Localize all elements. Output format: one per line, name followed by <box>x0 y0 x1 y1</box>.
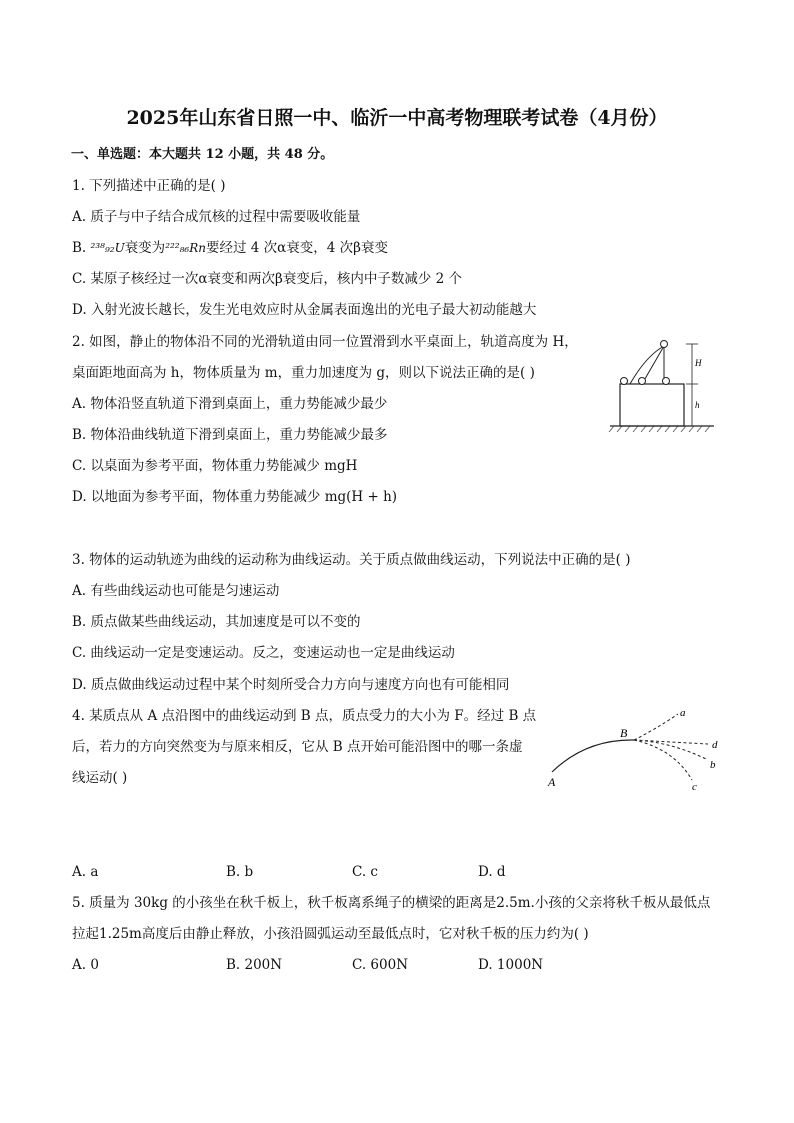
q4-fig-label-b: b <box>710 759 716 771</box>
q4-option-b: B. b <box>226 864 254 880</box>
q5-option-c: C. 600N <box>352 957 409 973</box>
q2-option-b: B. 物体沿曲线轨道下滑到桌面上，重力势能减少最多 <box>72 427 388 443</box>
q3-option-b: B. 质点做某些曲线运动，其加速度是可以不变的 <box>72 614 361 630</box>
q4-fig-label-A: A <box>548 775 556 789</box>
q4-option-d: D. d <box>478 864 506 880</box>
q2-track-figure <box>606 338 726 438</box>
q5-stem-line2: 拉起1.25m高度后由静止释放，小孩沿圆弧运动至最低点时，它对秋千板的压力约为( ) <box>72 926 589 942</box>
q3-option-d: D. 质点做曲线运动过程中某个时刻所受合力方向与速度方向也有可能相同 <box>72 677 510 693</box>
q1-isotope-rn: ²²²₈₆Rn <box>165 241 207 255</box>
q4-fig-label-B: B <box>620 726 628 740</box>
q1-option-b-mid: 衰变为 <box>124 240 166 256</box>
q2-option-a: A. 物体沿竖直轨道下滑到桌面上，重力势能减少最少 <box>72 396 388 412</box>
q5-option-a: A. 0 <box>72 957 99 973</box>
q4-stem-line1: 4. 某质点从 A 点沿图中的曲线运动到 B 点，质点受力的大小为 F。经过 B 点 <box>72 708 537 724</box>
q2-stem-line2: 桌面距地面高为 h，物体质量为 m，重力加速度为 g，则以下说法正确的是( ) <box>72 365 535 381</box>
q5-option-d: D. 1000N <box>478 957 544 973</box>
q3-option-a: A. 有些曲线运动也可能是匀速运动 <box>72 583 280 599</box>
q1-option-c: C. 某原子核经过一次α衰变和两次β衰变后，核内中子数减少 2 个 <box>72 271 463 287</box>
q4-fig-label-a: a <box>680 707 686 719</box>
q1-option-a: A. 质子与中子结合成氘核的过程中需要吸收能量 <box>72 209 361 225</box>
section-heading: 一、单选题：本大题共 12 小题，共 48 分。 <box>71 147 334 162</box>
q1-option-b-suffix: 要经过 4 次α衰变，4 次β衰变 <box>206 240 388 256</box>
q4-trajectory-figure <box>546 704 736 796</box>
q1-stem: 1. 下列描述中正确的是( ) <box>72 178 226 194</box>
q3-stem: 3. 物体的运动轨迹为曲线的运动称为曲线运动。关于质点做曲线运动，下列说法中正确的是( ) <box>72 552 631 568</box>
q1-isotope-u: ²³⁸₉₂U <box>90 241 125 255</box>
q4-stem-line2: 后，若力的方向突然变为与原来相反，它从 B 点开始可能沿图中的哪一条虚 <box>72 739 523 755</box>
page-title: 2025年山东省日照一中、临沂一中高考物理联考试卷（4月份） <box>126 107 668 129</box>
q1-option-b-prefix: B. <box>72 240 91 256</box>
q4-option-a: A. a <box>72 864 99 880</box>
q5-stem-line1: 5. 质量为 30kg 的小孩坐在秋千板上，秋千板离系绳子的横梁的距离是2.5m.小孩的父亲将秋千板从最低点 <box>72 895 711 911</box>
q4-fig-label-d: d <box>712 739 718 751</box>
q4-option-c: C. c <box>352 864 378 880</box>
q4-fig-label-c: c <box>692 781 697 793</box>
q2-fig-label-H: H <box>695 358 702 368</box>
q1-option-b <box>72 239 388 257</box>
q1-option-d: D. 入射光波长越长，发生光电效应时从金属表面逸出的光电子最大初动能越大 <box>72 302 537 318</box>
q2-option-d: D. 以地面为参考平面，物体重力势能减少 mg(H + h) <box>72 489 398 505</box>
q2-stem-line1: 2. 如图，静止的物体沿不同的光滑轨道由同一位置滑到水平桌面上，轨道高度为 H， <box>72 334 578 350</box>
q3-option-c: C. 曲线运动一定是变速运动。反之，变速运动也一定是曲线运动 <box>72 645 455 661</box>
q2-option-c: C. 以桌面为参考平面，物体重力势能减少 mgH <box>72 458 358 474</box>
q5-option-b: B. 200N <box>226 957 283 973</box>
q4-stem-line3: 线运动( ) <box>72 770 128 786</box>
q2-fig-label-h: h <box>695 400 700 410</box>
